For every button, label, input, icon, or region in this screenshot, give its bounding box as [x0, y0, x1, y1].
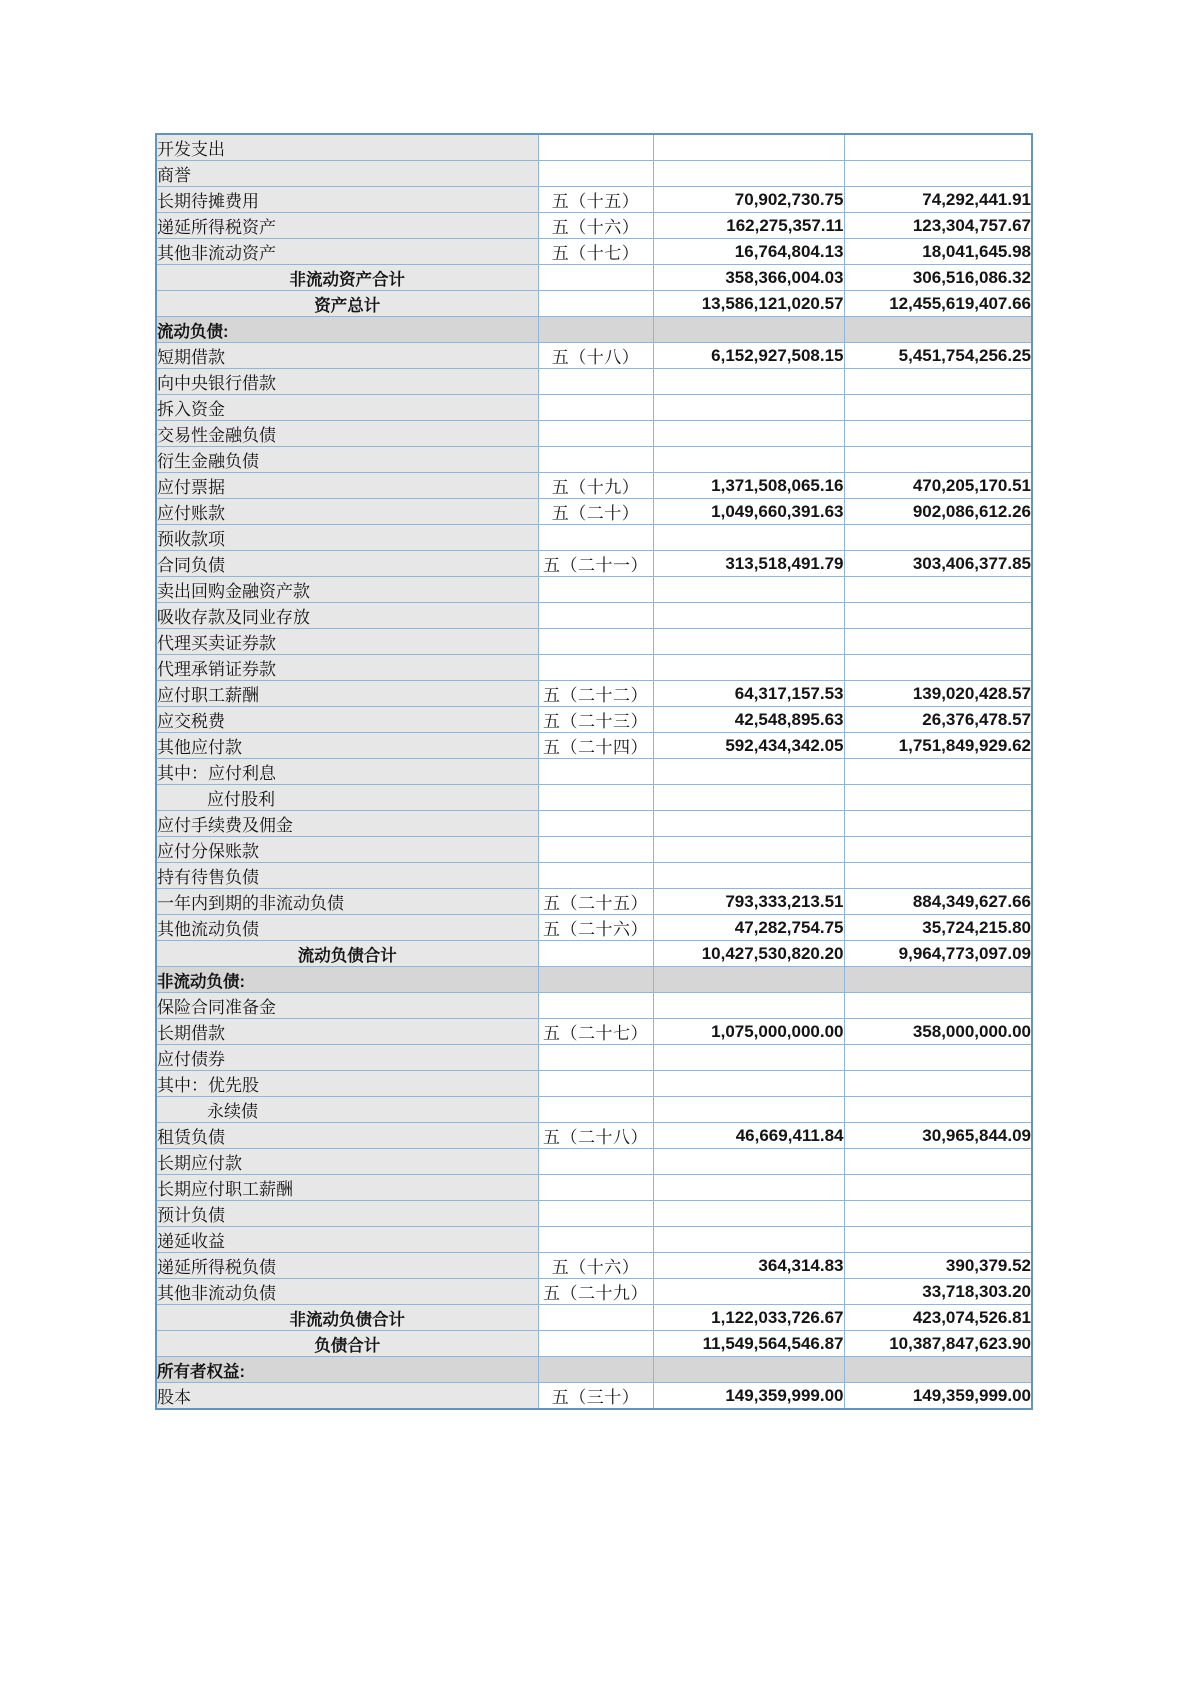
- table-row: [156, 629, 1032, 655]
- row-amount-current-cell: [653, 837, 844, 863]
- table-row: [156, 343, 1032, 369]
- row-amount-prior-cell: [844, 447, 1032, 473]
- row-label-cell: 租赁负债: [156, 1123, 538, 1149]
- row-note-cell: [538, 395, 653, 421]
- row-note-cell: [538, 1201, 653, 1227]
- row-amount-prior-cell: [844, 1227, 1032, 1253]
- row-note-cell: [538, 265, 653, 291]
- table-row: [156, 187, 1032, 213]
- row-label-cell: 流动负债合计: [156, 941, 538, 967]
- row-amount-current-cell: [653, 993, 844, 1019]
- section-header-row: [156, 317, 1032, 343]
- row-amount-current-cell: 162,275,357.11: [653, 213, 844, 239]
- row-label-cell: 应付分保账款: [156, 837, 538, 863]
- row-note-cell: [538, 811, 653, 837]
- row-note-cell: 五（二十）: [538, 499, 653, 525]
- row-label-cell: 开发支出: [156, 134, 538, 161]
- row-label-cell: 应付职工薪酬: [156, 681, 538, 707]
- row-note-cell: [538, 421, 653, 447]
- row-label-cell: 交易性金融负债: [156, 421, 538, 447]
- row-amount-current-cell: [653, 603, 844, 629]
- table-row: [156, 1071, 1032, 1097]
- row-note-cell: 五（十六）: [538, 1253, 653, 1279]
- row-note-cell: [538, 447, 653, 473]
- row-amount-prior-cell: [844, 161, 1032, 187]
- table-row: [156, 369, 1032, 395]
- row-amount-prior-cell: 33,718,303.20: [844, 1279, 1032, 1305]
- row-amount-current-cell: 313,518,491.79: [653, 551, 844, 577]
- row-note-cell: [538, 317, 653, 343]
- row-amount-prior-cell: [844, 369, 1032, 395]
- row-amount-prior-cell: [844, 811, 1032, 837]
- table-row: [156, 213, 1032, 239]
- row-amount-prior-cell: [844, 577, 1032, 603]
- table-row: [156, 889, 1032, 915]
- row-amount-current-cell: 46,669,411.84: [653, 1123, 844, 1149]
- row-note-cell: [538, 967, 653, 993]
- row-amount-current-cell: [653, 447, 844, 473]
- row-note-cell: [538, 759, 653, 785]
- row-amount-current-cell: [653, 134, 844, 161]
- row-label-cell: 其他应付款: [156, 733, 538, 759]
- row-amount-prior-cell: 12,455,619,407.66: [844, 291, 1032, 317]
- row-amount-current-cell: [653, 421, 844, 447]
- row-label-cell: 衍生金融负债: [156, 447, 538, 473]
- row-amount-prior-cell: 5,451,754,256.25: [844, 343, 1032, 369]
- row-note-cell: 五（二十七）: [538, 1019, 653, 1045]
- row-amount-prior-cell: [844, 863, 1032, 889]
- row-amount-prior-cell: 35,724,215.80: [844, 915, 1032, 941]
- row-amount-current-cell: 6,152,927,508.15: [653, 343, 844, 369]
- table-row: [156, 1279, 1032, 1305]
- row-note-cell: [538, 1175, 653, 1201]
- row-label-cell: 商誉: [156, 161, 538, 187]
- table-row: [156, 525, 1032, 551]
- row-label-cell: 长期借款: [156, 1019, 538, 1045]
- row-note-cell: [538, 1305, 653, 1331]
- row-note-cell: [538, 369, 653, 395]
- subtotal-row: [156, 1331, 1032, 1357]
- table-row: [156, 863, 1032, 889]
- row-note-cell: [538, 1331, 653, 1357]
- row-amount-prior-cell: [844, 1149, 1032, 1175]
- row-amount-prior-cell: 123,304,757.67: [844, 213, 1032, 239]
- row-label-cell: 递延所得税负债: [156, 1253, 538, 1279]
- row-amount-current-cell: 11,549,564,546.87: [653, 1331, 844, 1357]
- row-amount-prior-cell: [844, 759, 1032, 785]
- row-amount-current-cell: [653, 1357, 844, 1383]
- row-amount-current-cell: 592,434,342.05: [653, 733, 844, 759]
- subtotal-row: [156, 941, 1032, 967]
- row-label-cell: 长期待摊费用: [156, 187, 538, 213]
- balance-sheet-table: [155, 133, 1033, 1410]
- row-amount-current-cell: 42,548,895.63: [653, 707, 844, 733]
- row-label-cell: 递延收益: [156, 1227, 538, 1253]
- table-row: [156, 759, 1032, 785]
- row-amount-current-cell: 70,902,730.75: [653, 187, 844, 213]
- row-amount-current-cell: [653, 1227, 844, 1253]
- section-header-row: [156, 967, 1032, 993]
- row-label-cell: 向中央银行借款: [156, 369, 538, 395]
- row-note-cell: [538, 1149, 653, 1175]
- table-row: [156, 811, 1032, 837]
- row-amount-current-cell: 793,333,213.51: [653, 889, 844, 915]
- row-amount-prior-cell: [844, 785, 1032, 811]
- subtotal-row: [156, 1305, 1032, 1331]
- table-row: [156, 1383, 1032, 1410]
- row-amount-prior-cell: [844, 967, 1032, 993]
- row-note-cell: [538, 1097, 653, 1123]
- row-label-cell: 应付股利: [156, 785, 538, 811]
- row-amount-current-cell: 64,317,157.53: [653, 681, 844, 707]
- row-amount-prior-cell: [844, 1045, 1032, 1071]
- row-note-cell: [538, 1071, 653, 1097]
- row-amount-prior-cell: [844, 1071, 1032, 1097]
- row-amount-current-cell: [653, 1279, 844, 1305]
- row-note-cell: [538, 785, 653, 811]
- row-note-cell: 五（三十）: [538, 1383, 653, 1410]
- row-amount-current-cell: 13,586,121,020.57: [653, 291, 844, 317]
- subtotal-row: [156, 291, 1032, 317]
- row-amount-prior-cell: 30,965,844.09: [844, 1123, 1032, 1149]
- table-row: [156, 1201, 1032, 1227]
- row-note-cell: 五（十九）: [538, 473, 653, 499]
- row-amount-current-cell: [653, 967, 844, 993]
- table-row: [156, 655, 1032, 681]
- row-amount-current-cell: [653, 317, 844, 343]
- row-label-cell: 持有待售负债: [156, 863, 538, 889]
- row-label-cell: 预计负债: [156, 1201, 538, 1227]
- row-label-cell: 拆入资金: [156, 395, 538, 421]
- table-row: [156, 1019, 1032, 1045]
- row-note-cell: [538, 291, 653, 317]
- row-label-cell: 合同负债: [156, 551, 538, 577]
- row-amount-prior-cell: 1,751,849,929.62: [844, 733, 1032, 759]
- row-note-cell: [538, 603, 653, 629]
- row-amount-prior-cell: [844, 317, 1032, 343]
- row-amount-current-cell: [653, 525, 844, 551]
- row-note-cell: [538, 525, 653, 551]
- row-note-cell: 五（二十九）: [538, 1279, 653, 1305]
- row-amount-current-cell: [653, 369, 844, 395]
- row-amount-prior-cell: 26,376,478.57: [844, 707, 1032, 733]
- row-note-cell: [538, 655, 653, 681]
- row-amount-current-cell: [653, 1149, 844, 1175]
- row-note-cell: 五（二十四）: [538, 733, 653, 759]
- table-row: [156, 1149, 1032, 1175]
- row-note-cell: 五（二十六）: [538, 915, 653, 941]
- row-label-cell: 预收款项: [156, 525, 538, 551]
- row-amount-current-cell: 47,282,754.75: [653, 915, 844, 941]
- row-note-cell: 五（二十一）: [538, 551, 653, 577]
- row-amount-prior-cell: 306,516,086.32: [844, 265, 1032, 291]
- table-row: [156, 473, 1032, 499]
- row-amount-current-cell: [653, 655, 844, 681]
- table-row: [156, 915, 1032, 941]
- row-label-cell: 其他非流动资产: [156, 239, 538, 265]
- row-amount-prior-cell: 10,387,847,623.90: [844, 1331, 1032, 1357]
- balance-sheet-body: [156, 134, 1032, 1409]
- table-row: [156, 1253, 1032, 1279]
- row-amount-current-cell: 1,122,033,726.67: [653, 1305, 844, 1331]
- table-row: [156, 785, 1032, 811]
- row-label-cell: 卖出回购金融资产款: [156, 577, 538, 603]
- row-amount-prior-cell: 9,964,773,097.09: [844, 941, 1032, 967]
- table-row: [156, 447, 1032, 473]
- row-note-cell: 五（十七）: [538, 239, 653, 265]
- row-label-cell: 一年内到期的非流动负债: [156, 889, 538, 915]
- row-label-cell: 股本: [156, 1383, 538, 1410]
- row-label-cell: 其他非流动负债: [156, 1279, 538, 1305]
- row-amount-current-cell: [653, 1201, 844, 1227]
- row-label-cell: 代理买卖证券款: [156, 629, 538, 655]
- table-row: [156, 239, 1032, 265]
- row-note-cell: [538, 941, 653, 967]
- row-amount-current-cell: 1,371,508,065.16: [653, 473, 844, 499]
- table-row: [156, 1097, 1032, 1123]
- table-row: [156, 421, 1032, 447]
- row-label-cell: 其他流动负债: [156, 915, 538, 941]
- row-amount-prior-cell: [844, 395, 1032, 421]
- row-label-cell: 非流动负债合计: [156, 1305, 538, 1331]
- row-label-cell: 递延所得税资产: [156, 213, 538, 239]
- row-label-cell: 永续债: [156, 1097, 538, 1123]
- row-note-cell: 五（十八）: [538, 343, 653, 369]
- table-row: [156, 499, 1032, 525]
- row-note-cell: [538, 161, 653, 187]
- row-note-cell: [538, 629, 653, 655]
- row-label-cell: 保险合同准备金: [156, 993, 538, 1019]
- row-amount-prior-cell: [844, 134, 1032, 161]
- row-amount-prior-cell: 74,292,441.91: [844, 187, 1032, 213]
- row-label-cell: 应交税费: [156, 707, 538, 733]
- row-amount-prior-cell: 303,406,377.85: [844, 551, 1032, 577]
- row-amount-prior-cell: [844, 1357, 1032, 1383]
- row-note-cell: [538, 577, 653, 603]
- row-label-cell: 非流动负债:: [156, 967, 538, 993]
- row-amount-prior-cell: 18,041,645.98: [844, 239, 1032, 265]
- row-amount-current-cell: [653, 1071, 844, 1097]
- row-amount-prior-cell: [844, 421, 1032, 447]
- row-label-cell: 负债合计: [156, 1331, 538, 1357]
- row-label-cell: 其中：应付利息: [156, 759, 538, 785]
- subtotal-row: [156, 265, 1032, 291]
- table-row: [156, 1175, 1032, 1201]
- row-label-cell: 资产总计: [156, 291, 538, 317]
- row-note-cell: 五（二十三）: [538, 707, 653, 733]
- table-row: [156, 1227, 1032, 1253]
- table-row: [156, 733, 1032, 759]
- row-note-cell: 五（二十八）: [538, 1123, 653, 1149]
- row-amount-current-cell: 1,075,000,000.00: [653, 1019, 844, 1045]
- row-amount-prior-cell: 470,205,170.51: [844, 473, 1032, 499]
- section-header-row: [156, 1357, 1032, 1383]
- row-amount-prior-cell: 149,359,999.00: [844, 1383, 1032, 1410]
- row-label-cell: 应付账款: [156, 499, 538, 525]
- row-amount-prior-cell: 884,349,627.66: [844, 889, 1032, 915]
- row-label-cell: 所有者权益:: [156, 1357, 538, 1383]
- table-row: [156, 1045, 1032, 1071]
- row-amount-current-cell: [653, 1097, 844, 1123]
- row-amount-prior-cell: 358,000,000.00: [844, 1019, 1032, 1045]
- row-note-cell: [538, 837, 653, 863]
- row-label-cell: 非流动资产合计: [156, 265, 538, 291]
- row-note-cell: [538, 1045, 653, 1071]
- row-amount-current-cell: [653, 863, 844, 889]
- table-row: [156, 837, 1032, 863]
- row-note-cell: 五（二十五）: [538, 889, 653, 915]
- row-label-cell: 长期应付职工薪酬: [156, 1175, 538, 1201]
- table-row: [156, 577, 1032, 603]
- row-label-cell: 代理承销证券款: [156, 655, 538, 681]
- row-label-cell: 其中：优先股: [156, 1071, 538, 1097]
- row-amount-current-cell: 16,764,804.13: [653, 239, 844, 265]
- row-amount-prior-cell: 390,379.52: [844, 1253, 1032, 1279]
- row-note-cell: [538, 863, 653, 889]
- row-amount-prior-cell: 423,074,526.81: [844, 1305, 1032, 1331]
- table-row: [156, 603, 1032, 629]
- row-amount-prior-cell: [844, 603, 1032, 629]
- row-amount-current-cell: [653, 577, 844, 603]
- row-amount-current-cell: [653, 1175, 844, 1201]
- row-note-cell: [538, 1227, 653, 1253]
- row-amount-current-cell: [653, 811, 844, 837]
- table-row: [156, 681, 1032, 707]
- row-amount-prior-cell: 139,020,428.57: [844, 681, 1032, 707]
- row-amount-current-cell: [653, 395, 844, 421]
- row-amount-current-cell: [653, 161, 844, 187]
- row-amount-current-cell: [653, 629, 844, 655]
- row-amount-current-cell: 149,359,999.00: [653, 1383, 844, 1410]
- row-amount-prior-cell: [844, 993, 1032, 1019]
- row-label-cell: 应付债券: [156, 1045, 538, 1071]
- row-amount-prior-cell: [844, 655, 1032, 681]
- row-amount-prior-cell: [844, 629, 1032, 655]
- row-amount-current-cell: 364,314.83: [653, 1253, 844, 1279]
- row-note-cell: 五（十五）: [538, 187, 653, 213]
- row-amount-prior-cell: [844, 1097, 1032, 1123]
- row-note-cell: [538, 993, 653, 1019]
- row-amount-current-cell: [653, 1045, 844, 1071]
- row-amount-prior-cell: [844, 837, 1032, 863]
- table-row: [156, 993, 1032, 1019]
- row-label-cell: 流动负债:: [156, 317, 538, 343]
- row-amount-current-cell: 358,366,004.03: [653, 265, 844, 291]
- row-amount-prior-cell: [844, 525, 1032, 551]
- table-row: [156, 707, 1032, 733]
- row-amount-prior-cell: [844, 1175, 1032, 1201]
- row-note-cell: 五（十六）: [538, 213, 653, 239]
- row-label-cell: 应付票据: [156, 473, 538, 499]
- row-note-cell: [538, 134, 653, 161]
- table-row: [156, 551, 1032, 577]
- row-note-cell: 五（二十二）: [538, 681, 653, 707]
- table-row: [156, 134, 1032, 161]
- row-amount-prior-cell: [844, 1201, 1032, 1227]
- row-label-cell: 长期应付款: [156, 1149, 538, 1175]
- table-row: [156, 395, 1032, 421]
- row-label-cell: 吸收存款及同业存放: [156, 603, 538, 629]
- row-amount-current-cell: [653, 785, 844, 811]
- table-row: [156, 1123, 1032, 1149]
- row-amount-current-cell: 10,427,530,820.20: [653, 941, 844, 967]
- row-label-cell: 短期借款: [156, 343, 538, 369]
- table-row: [156, 161, 1032, 187]
- row-note-cell: [538, 1357, 653, 1383]
- row-amount-prior-cell: 902,086,612.26: [844, 499, 1032, 525]
- row-amount-current-cell: [653, 759, 844, 785]
- row-label-cell: 应付手续费及佣金: [156, 811, 538, 837]
- row-amount-current-cell: 1,049,660,391.63: [653, 499, 844, 525]
